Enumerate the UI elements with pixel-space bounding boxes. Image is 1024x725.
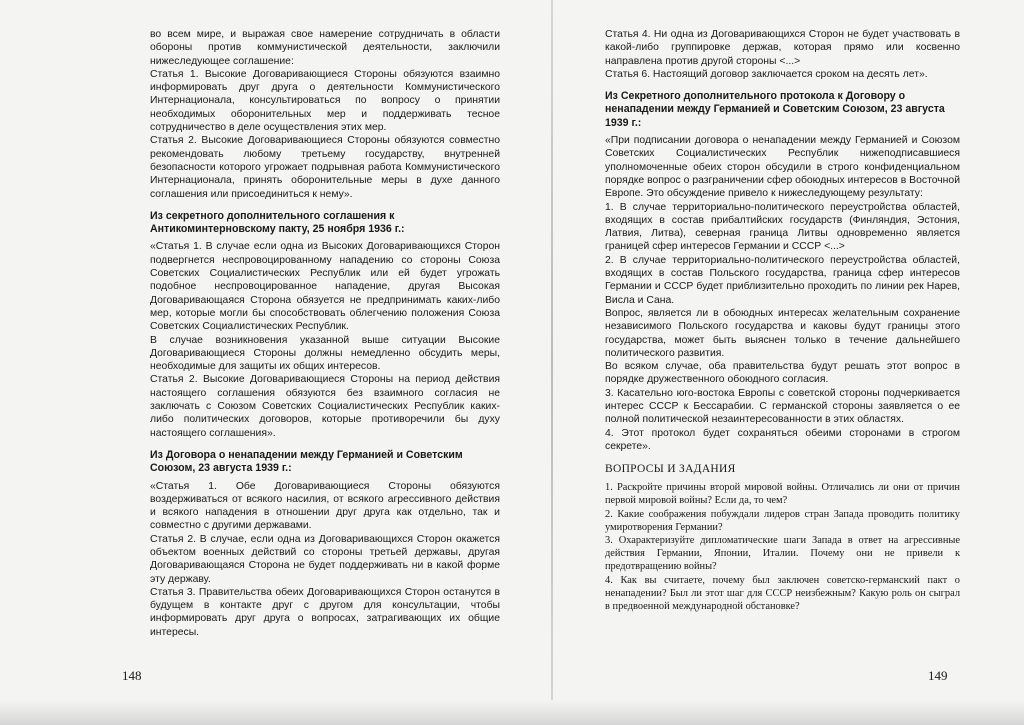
page-number: 149 bbox=[928, 668, 948, 683]
question-item: 2. Какие соображения побуждали лидеров стран Запада проводить политику умиротворения Германии? bbox=[605, 508, 960, 533]
question-item: 1. Раскройте причины второй мировой войны. Отличались ли они от причин первой мировой войны? Если да, то чем? bbox=[605, 482, 960, 507]
paragraph: Статья 2. Высокие Договаривающиеся Стороны на период действия настоящего соглашения обязуются без взаимного согласия не заключать с Союзом Советских Социалистических Республик каких-либо политических договоров, которые противоречили бы духу настоящего соглашения». bbox=[150, 374, 500, 439]
left-page bbox=[150, 28, 500, 639]
question-item: 4. Как вы считаете, почему был заключен советско-германский пакт о ненападении? Был ли этот шаг для СССР неизбежным? Какую роль он сыграл в предвоенной международной обстановке? bbox=[605, 574, 960, 613]
paragraph: Статья 2. Высокие Договаривающиеся Стороны обязуются совместно рекомендовать любому третьему государству, внутренней безопасности которого угрожает подрывная работа Коммунистического Интернационала, принять оборонительные меры в духе данного соглашения или присоединиться к нему». bbox=[150, 135, 500, 200]
paragraph: Вопрос, является ли в обоюдных интересах желательным сохранение независимого Польского государства и каковы будут границы этого государства, может быть выяснен только в течение дальнейшего политического развития. bbox=[605, 307, 960, 359]
paragraph: 4. Этот протокол будет сохраняться обеими сторонами в строгом секрете». bbox=[605, 427, 960, 452]
paragraph: «Статья 1. Обе Договаривающиеся Стороны обязуются воздерживаться от всякого насилия, от всякого агрессивного действия и всякого нападения в отношении друг друга как отдельно, так и совместно с другими державами. bbox=[150, 480, 500, 532]
paragraph: во всем мире, и выражая свое намерение сотрудничать в области обороны против коммунистической деятельности, заключили нижеследующее соглашение: bbox=[150, 29, 500, 67]
page-number: 148 bbox=[122, 668, 142, 683]
paragraph: Статья 1. Высокие Договаривающиеся Стороны обязуются взаимно информировать друг друга о деятельности Коммунистического Интернационала, консультироваться по вопросу о принятии необходимых оборонительных мер и поддерживать тесное сотрудничество в деле осуществления этих мер. bbox=[150, 68, 500, 134]
section-heading: Из секретного дополнительного соглашения к Антикоминтерновскому пакту, 25 ноября 1936 г.: bbox=[150, 209, 405, 236]
paragraph: В случае возникновения указанной выше ситуации Высокие Договаривающиеся Стороны должны немедленно обсудить меры, необходимые для защиты их общих интересов. bbox=[150, 334, 500, 373]
paragraph: Статья 2. В случае, если одна из Договаривающихся Сторон окажется объектом военных действий со стороны третьей державы, другая Договаривающаяся Сторона не будет поддерживать ни в какой форме эту державу. bbox=[150, 533, 500, 585]
paragraph: «При подписании договора о ненападении между Германией и Союзом Советских Социалистических Республик нижеподписавшиеся уполномоченные обеих сторон обсудили в строго конфиденциальном порядке вопрос о разграничении сфер обоюдных интересов в Восточной Европе. Это обсуждение привело к нижеследующему результату: bbox=[605, 135, 960, 200]
right-page bbox=[605, 28, 960, 613]
paragraph: Во всяком случае, оба правительства будут решать этот вопрос в порядке дружественного обоюдного согласия. bbox=[605, 361, 960, 386]
paragraph: 3. Касательно юго-востока Европы с советской стороны подчеркивается интерес СССР к Бессарабии. С германской стороны заявляется о ее полной политической незаинтересованности в этих областях. bbox=[605, 387, 960, 426]
section-heading: Из Секретного дополнительного протокола к Договору о ненападении между Германией и Советским Союзом, 23 августа 1939 г.: bbox=[605, 90, 945, 129]
paragraph: 2. В случае территориально-политического переустройства областей, входящих в состав Польского государства, граница сфер интересов Германии и СССР будет приблизительно проходить по линии рек Нарев, Висла и Сана. bbox=[605, 254, 960, 306]
paragraph: Статья 3. Правительства обеих Договаривающихся Сторон останутся в будущем в контакте друг с другом для консультации, чтобы информировать друг друга о вопросах, затрагивающих их общие интересы. bbox=[150, 586, 500, 638]
paragraph: «Статья 1. В случае если одна из Высоких Договаривающихся Сторон подвергнется неспровоцированному нападению со стороны Союза Советских Социалистических Республик или ей будет угрожать подобное неспровоцированное нападение, другая Высокая Договаривающаяся Сторона обязуется не предпринимать каких-либо мер, которые могли бы способствовать облегчению положения Союза Советских Социалистических Республик. bbox=[150, 241, 500, 333]
questions-heading: ВОПРОСЫ И ЗАДАНИЯ bbox=[605, 463, 736, 476]
page-bottom-edge bbox=[0, 700, 1024, 725]
section-heading: Из Договора о ненападении между Германией и Советским Союзом, 23 августа 1939 г.: bbox=[150, 448, 463, 475]
paragraph: 1. В случае территориально-политического переустройства областей, входящих в состав прибалтийских государств (Финляндия, Эстония, Латвия, Литва), северная граница Литвы одновременно является границей сфер интересов Германии и СССР <...> bbox=[605, 201, 960, 253]
book-gutter bbox=[551, 0, 553, 725]
paragraph: Статья 6. Настоящий договор заключается сроком на десять лет». bbox=[605, 68, 928, 80]
question-item: 3. Охарактеризуйте дипломатические шаги Запада в ответ на агрессивные действия Германии, Японии, Италии. Почему они не привели к предотвращению войны? bbox=[605, 535, 960, 573]
paragraph: Статья 4. Ни одна из Договаривающихся Сторон не будет участвовать в какой-либо группировке держав, которая прямо или косвенно направлена против другой стороны <...> bbox=[605, 29, 960, 67]
